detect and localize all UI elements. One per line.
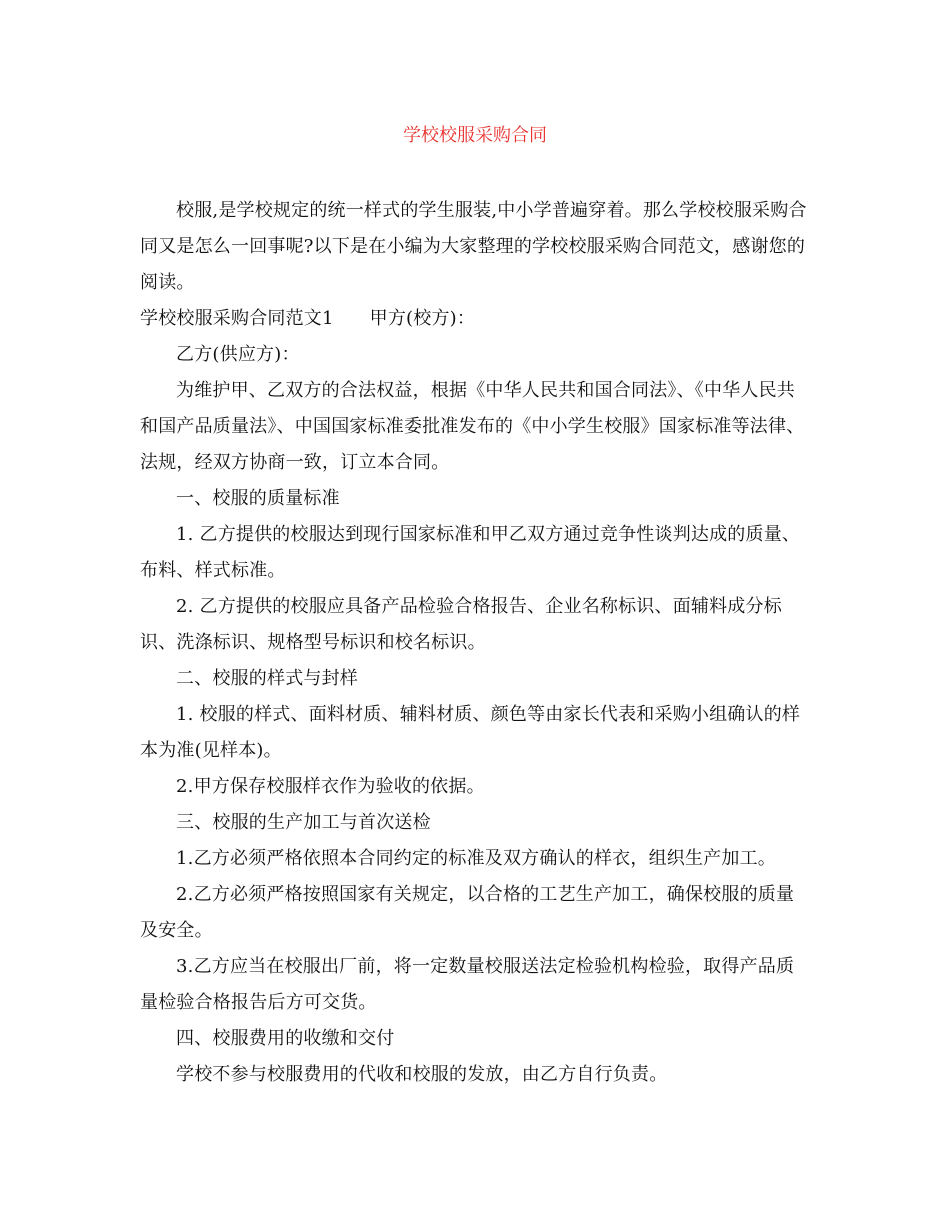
section-item: 1.乙方必须严格依照本合同约定的标准及双方确认的样衣，组织生产加工。 — [176, 848, 776, 869]
preamble-paragraph: 为维护甲、乙双方的合法权益，根据《中华人民共和国合同法》、《中华人民共和国产品质量法》、中国国家标准委批准发布的《中小学生校服》国家标准等法律、法规，经双方协商一致，订立本合同。 — [140, 380, 805, 473]
section-item: 1. 乙方提供的校服达到现行国家标准和甲乙双方通过竞争性谈判达成的质量、布料、样式标准。 — [140, 524, 801, 581]
section-item: 2. 乙方提供的校服应具备产品检验合格报告、企业名称标识、面辅料成分标识、洗涤标识、规格型号标识和校名标识。 — [140, 596, 782, 653]
section-heading: 三、校服的生产加工与首次送检 — [176, 812, 431, 833]
party-b-label: 乙方(供应方)： — [176, 344, 300, 365]
section-item: 1. 校服的样式、面料材质、辅料材质、颜色等由家长代表和采购小组确认的样本为准(见样本)。 — [140, 704, 801, 761]
sample-heading: 学校校服采购合同范文1 — [140, 308, 334, 329]
sample-heading-line — [140, 301, 812, 337]
section-heading: 四、校服费用的收缴和交付 — [176, 1028, 395, 1049]
party-a-label: 甲方(校方)： — [369, 308, 476, 329]
section-heading: 二、校服的样式与封样 — [176, 668, 358, 689]
section-item: 学校不参与校服费用的代收和校服的发放，由乙方自行负责。 — [176, 1064, 668, 1085]
intro-paragraph: 校服,是学校规定的统一样式的学生服装,中小学普遍穿着。那么学校校服采购合同又是怎么一回事呢?以下是在小编为大家整理的学校校服采购合同范文，感谢您的阅读。 — [140, 200, 807, 293]
section-heading: 一、校服的质量标准 — [176, 488, 340, 509]
section-item: 3.乙方应当在校服出厂前，将一定数量校服送法定检验机构检验，取得产品质量检验合格报告后方可交货。 — [140, 956, 795, 1013]
section-item: 2.甲方保存校服样衣作为验收的依据。 — [176, 776, 485, 797]
document-body — [140, 193, 812, 1093]
section-item: 2.乙方必须严格按照国家有关规定，以合格的工艺生产加工，确保校服的质量及安全。 — [140, 884, 795, 941]
document-title: 学校校服采购合同 — [403, 125, 547, 146]
